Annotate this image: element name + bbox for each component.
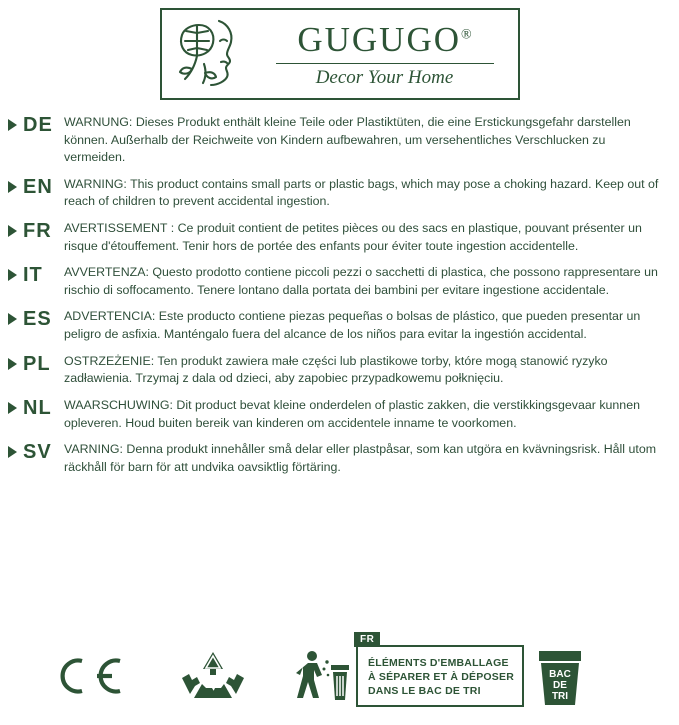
triangle-bullet-icon — [8, 358, 17, 370]
language-marker — [8, 353, 64, 374]
warning-text: ADVERTENCIA: Este producto contiene piezas pequeñas o bolsas de plástico, que pueden presentar un peligro de asfixia. Manténgalo fuera del alcance de los niños para evitar la ingestión accidental. — [64, 309, 641, 342]
warning-row — [8, 308, 665, 343]
language-code: IT — [23, 264, 43, 287]
language-marker — [8, 308, 64, 329]
language-code: PL — [23, 352, 51, 375]
triangle-bullet-icon — [8, 119, 17, 131]
warning-row — [8, 264, 665, 299]
svg-text:TRI: TRI — [551, 691, 569, 702]
warning-row — [8, 114, 665, 167]
warning-row — [8, 441, 665, 476]
language-marker — [8, 176, 64, 197]
language-marker — [8, 114, 64, 135]
warning-row — [8, 397, 665, 432]
warning-text: VARNING: Denna produkt innehåller små delar eller plastpåsar, som kan utgöra en kvävningsrisk. Håll utom räckhåll för barn för att undvika oavsiktlig förtäring. — [64, 442, 657, 474]
label-sheet — [0, 8, 679, 725]
language-marker — [8, 397, 64, 418]
logo-divider — [276, 63, 494, 64]
triman-text-box — [356, 645, 524, 708]
language-tag-fr: FR — [354, 632, 380, 647]
triangle-bullet-icon — [8, 181, 17, 193]
triangle-bullet-icon — [8, 446, 17, 458]
triman-line-3: DANS LE BAC DE TRI — [368, 685, 481, 698]
language-code: NL — [23, 396, 52, 419]
triman-line-2: À SÉPARER ET À DÉPOSER — [368, 670, 514, 683]
triman-line-1: ÉLÉMENTS D'EMBALLAGE — [368, 656, 509, 669]
language-code: DE — [23, 114, 53, 136]
compliance-symbols-row — [0, 633, 679, 719]
warning-text: AVVERTENZA: Questo prodotto contiene piccoli pezzi o sacchetti di plastica, che possono rappresentare un rischio di soffocamento. Tenere lontano dalla portata dei bambini per evitare ingestione accidentale. — [64, 265, 658, 297]
warning-text: WARNING: This product contains small parts or plastic bags, which may pose a choking hazard. Keep out of reach of children to prevent accidental ingestion. — [64, 176, 659, 209]
svg-text:DE: DE — [553, 680, 567, 691]
triangle-bullet-icon — [8, 269, 17, 281]
multilingual-warning-list — [0, 114, 679, 476]
ce-mark-icon — [52, 654, 134, 698]
warning-text: AVERTISSEMENT : Ce produit contient de petites pièces ou des sacs en plastique, pouvant présenter un risque d'étouffement. Tenir hors de portée des enfants pour éviter toute ingestion accidentelle. — [64, 221, 642, 253]
triman-sorting-instruction — [356, 633, 524, 708]
triangle-bullet-icon — [8, 225, 17, 237]
brand-tagline: Decor Your Home — [315, 66, 454, 88]
mobius-loop-recycle-icon — [176, 650, 250, 702]
triangle-bullet-icon — [8, 313, 17, 325]
warning-row — [8, 353, 665, 388]
brand-logo-block — [160, 8, 520, 100]
language-marker — [8, 264, 64, 285]
language-marker — [8, 441, 64, 462]
registered-mark: ® — [461, 26, 472, 42]
sorting-bin-icon — [532, 645, 588, 707]
language-code: FR — [23, 220, 52, 243]
language-marker — [8, 220, 64, 241]
tidyman-dispose-in-bin-icon — [292, 648, 354, 704]
language-code: EN — [23, 175, 53, 198]
warning-row — [8, 176, 665, 211]
brand-name: GUGUGO — [297, 19, 461, 59]
warning-text: WAARSCHUWING: Dit product bevat kleine onderdelen of plastic zakken, die verstikkingsgevaar kunnen opleveren. Houd buiten bereik van kinderen om accidentele inname te voorkomen. — [64, 397, 640, 430]
warning-text: OSTRZEŻENIE: Ten produkt zawiera małe części lub plastikowe torby, które mogą stanowić ryzyko zadławienia. Trzymaj z dala od dzieci, aby zapobiec przypadkowemu połknięciu. — [64, 353, 608, 386]
triangle-bullet-icon — [8, 402, 17, 414]
warning-row — [8, 220, 665, 255]
language-code: ES — [23, 308, 52, 331]
svg-text:BAC: BAC — [549, 669, 571, 680]
warning-text: WARNUNG: Dieses Produkt enthält kleine Teile oder Plastiktüten, die eine Erstickungsgefahr darstellen können. Außerhalb der Reichweite von Kindern aufbewahren, um versehentliches Verschlucken zu vermeiden. — [64, 115, 631, 165]
brand-wordmark — [297, 19, 472, 59]
language-code: SV — [23, 441, 52, 464]
face-with-leaves-icon — [172, 14, 258, 94]
